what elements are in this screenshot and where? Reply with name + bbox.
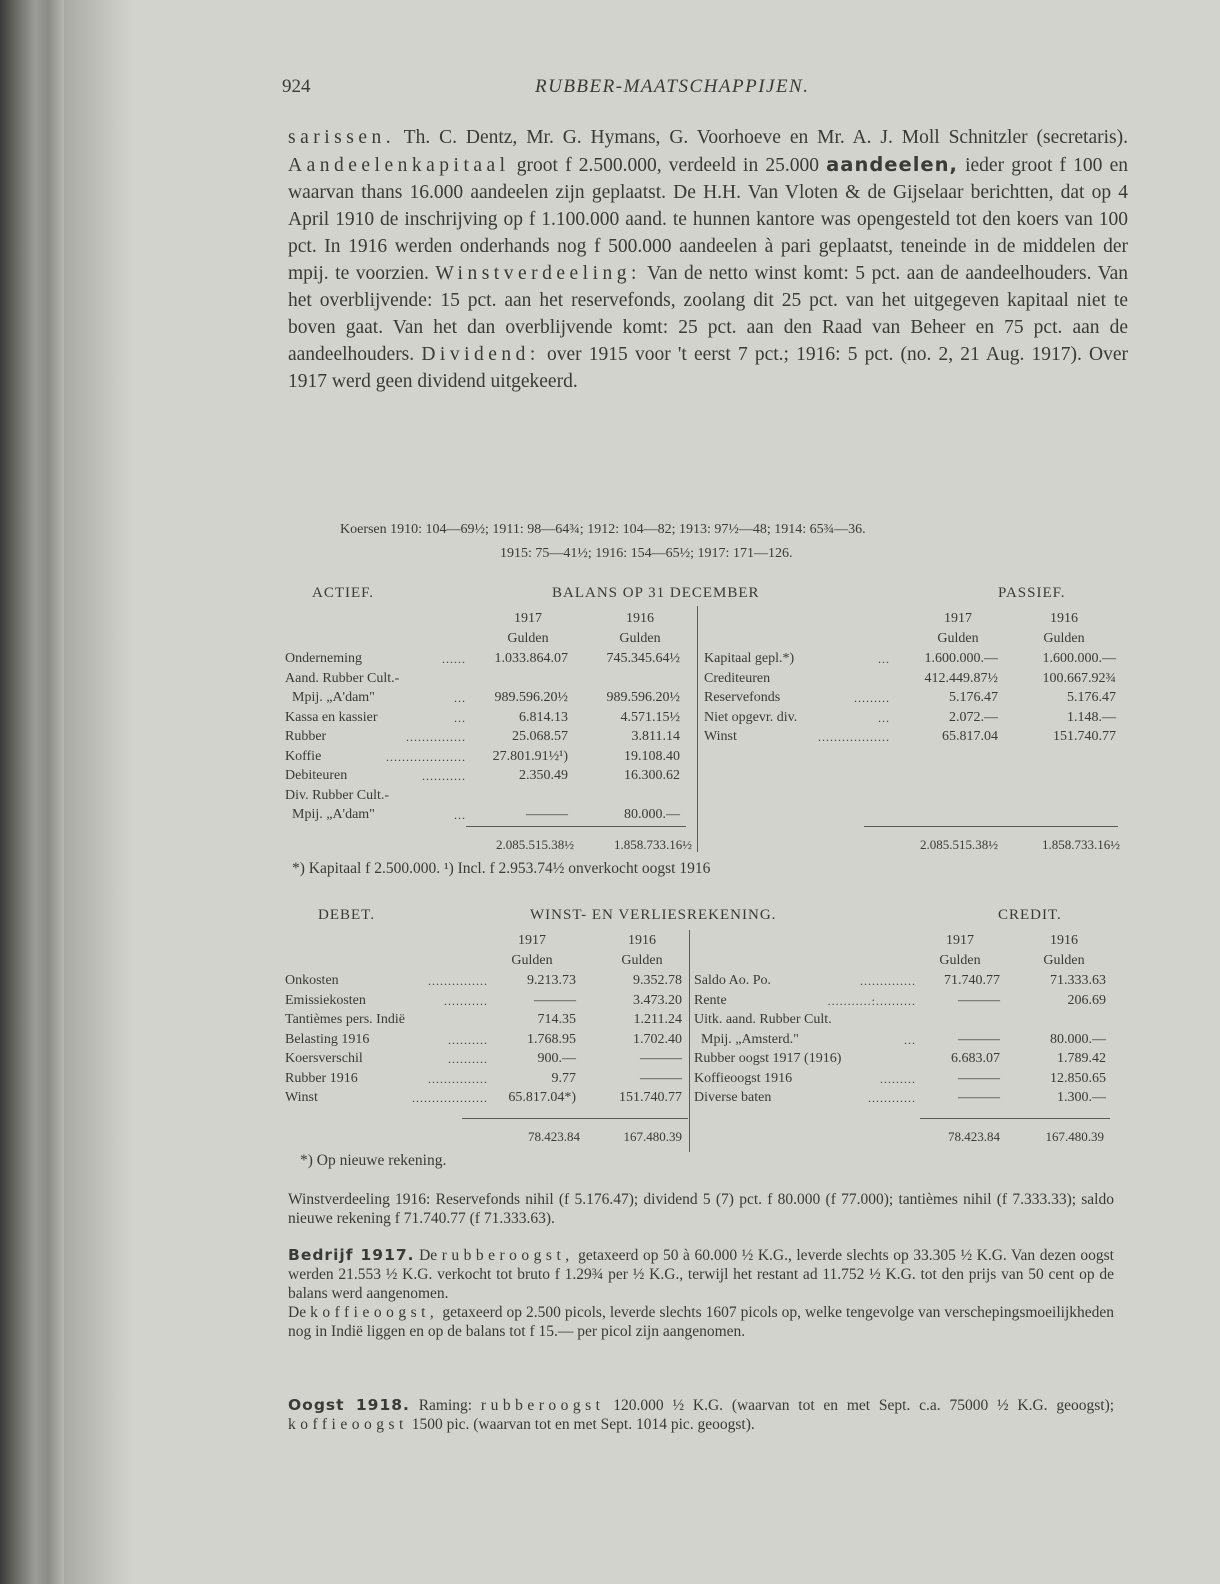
debet-total-1917: 78.423.84 [528, 1129, 580, 1144]
actief-row-dots: .................... [386, 749, 466, 764]
bedrijf-spaced-1: rubberoogst, [441, 1247, 574, 1264]
actief-row-dots: ........... [422, 769, 466, 783]
passief-row-label: Reservefonds [704, 690, 781, 705]
intro-shares: ieder groot f 100 en waarvan thans 16.000 aandeelen zijn geplaatst. De H.H. Van Vloten & de Gijselaar berichtten, dat op 4 April 1910 de inschrijving op f 1.100.000 aand. te hunnen kantore was opengesteld tot den koers van 100 pct. In 1916 werden onderhands nog f 500.000 aandeelen à pari geplaatst, teneinde in de middelen der mpij. te voorzien. [288, 155, 1128, 284]
actief-row-v1917: 6.814.13 [519, 709, 568, 725]
koersen-line-2: 1915: 75—41½; 1916: 154—65½; 1917: 171—126. [500, 546, 793, 561]
passief-row-label: Crediteuren [704, 670, 771, 686]
debet-row-dots: .......... [448, 1052, 488, 1066]
actief-row-v1916: 989.596.20½ [606, 690, 680, 705]
oogst-heading: Oogst 1918. [288, 1396, 410, 1414]
debet-year-1917: 1917 [518, 933, 546, 948]
actief-row-label: Onderneming [285, 651, 362, 666]
credit-row-label: Koffieoogst 1916 [694, 1070, 793, 1086]
bedrijf-spaced-2: koffieoogst, [310, 1304, 439, 1321]
actief-row-v1916: 745.345.64½ [606, 651, 680, 666]
debet-row-v1916: ——— [640, 1070, 682, 1086]
actief-year-1916: 1916 [626, 611, 654, 626]
intro-capital: groot f 2.500.000, verdeeld in 25.000 [516, 155, 819, 176]
credit-row-v1917: 71.740.77 [944, 973, 1000, 988]
credit-unit-1917: Gulden [939, 953, 981, 968]
debet-row-v1916: 1.211.24 [633, 1012, 682, 1027]
credit-total-rule [920, 1118, 1110, 1119]
debet-row-dots: ................... [412, 1091, 488, 1105]
debet-row-label: Emissiekosten [285, 992, 366, 1008]
actief-row-v1917: 25.068.57 [512, 729, 568, 744]
actief-row-dots: ... [454, 691, 466, 705]
passief-row-dots: ......... [854, 691, 890, 705]
passief-row-dots: .................. [818, 730, 890, 744]
passief-row-label: Kapitaal gepl.*) [704, 651, 795, 666]
actief-row-dots: ............... [406, 730, 466, 744]
pl-footnote: *) Op nieuwe rekening. [300, 1152, 447, 1169]
passief-row-label: Niet opgevr. div. [704, 709, 798, 725]
winstverdeeling-heading: Winstverdeeling: [435, 263, 641, 284]
oogst-text-3: 1500 pic. (waarvan tot en met Sept. 1014 pic. geoogst). [411, 1416, 755, 1433]
credit-row-dots: ...........:.......... [827, 993, 916, 1008]
debet-row-v1916: 9.352.78 [633, 973, 682, 988]
credit-row-label: Uitk. aand. Rubber Cult. [694, 1012, 832, 1027]
credit-year-1917: 1917 [946, 933, 974, 948]
debet-row-v1916: 151.740.77 [619, 1090, 682, 1105]
credit-row-v1916: 1.789.42 [1057, 1051, 1106, 1066]
passief-row-v1916: 1.600.000.— [1042, 651, 1116, 666]
credit-row-v1916: 80.000.— [1050, 1031, 1106, 1047]
actief-row-v1917: 2.350.49 [519, 768, 568, 783]
credit-row-v1916: 206.69 [1067, 992, 1106, 1008]
debet-unit-1916: Gulden [621, 953, 663, 968]
actief-row-label: Koffie [285, 748, 322, 764]
debet-row-v1917: 9.77 [551, 1070, 576, 1086]
credit-row-dots: ............ [868, 1091, 916, 1105]
credit-row-v1917: 6.683.07 [951, 1051, 1000, 1066]
debet-row-v1916: 3.473.20 [633, 992, 682, 1008]
passief-row-v1917: 2.072.— [949, 709, 998, 725]
oogst-1918 [288, 1396, 1114, 1434]
passief-row-dots: ... [878, 652, 890, 666]
credit-row-dots: ......... [880, 1071, 916, 1086]
dividend-text: over 1915 voor 't eerst 7 pct.; 1916: 5 pct. (no. 2, 21 Aug. 1917). Over 1917 werd geen dividend uitgekeerd. [288, 344, 1129, 392]
oogst-spaced-1: rubberoogst [480, 1397, 605, 1414]
passief-row-v1917: 1.600.000.— [924, 651, 998, 666]
running-title: RUBBER-MAATSCHAPPIJEN. [535, 76, 810, 97]
debet-row-label: Winst [285, 1090, 318, 1105]
actief-unit-1916: Gulden [619, 631, 661, 646]
actief-row-dots: ... [454, 808, 466, 822]
actief-row-label: Kassa en kassier [285, 709, 378, 725]
passief-unit-1917: Gulden [937, 631, 979, 646]
debet-total-rule [462, 1118, 688, 1119]
credit-row-v1917: ——— [958, 1070, 1000, 1086]
debet-row-label: Koersverschil [285, 1051, 363, 1066]
bedrijf-text-1: De [419, 1247, 438, 1264]
actief-row-v1916: 19.108.40 [624, 748, 680, 764]
actief-row-v1916: 80.000.— [624, 807, 680, 822]
credit-row-label: Diverse baten [694, 1090, 772, 1105]
credit-row-v1917: ——— [958, 1031, 1000, 1047]
credit-unit-1916: Gulden [1043, 953, 1085, 968]
winstverdeeling-text: Van de netto winst komt: 5 pct. aan de aandeelhouders. Van het overblijvende: 15 pct. aan het reservefonds, zoolang dit 25 pct. van het uitgegeven kapitaal niet te boven gaat. Van het dan overblijvende komt: 25 pct. aan den Raad van Beheer en 75 pct. aan de aandeelhouders. [288, 263, 1128, 365]
credit-row-v1916: 1.300.— [1057, 1090, 1106, 1105]
credit-row-label: Saldo Ao. Po. [694, 973, 772, 988]
winstverdeeling-text-1916: Winstverdeeling 1916: Reservefonds nihil (f 5.176.47); dividend 5 (7) pct. f 80.000 (f 77.000); tantièmes nihil (f 7.333.33); saldo nieuwe rekening f 71.740.77 (f 71.333.63). [288, 1191, 1114, 1227]
credit-row-v1917: ——— [958, 992, 1000, 1008]
credit-heading: CREDIT. [998, 907, 1062, 923]
credit-total-1916: 167.480.39 [1045, 1129, 1104, 1144]
debet-row-dots: ........... [444, 993, 488, 1008]
debet-row-v1917: ——— [534, 992, 576, 1008]
debet-total-1916: 167.480.39 [623, 1129, 682, 1144]
actief-row-v1917: 1.033.864.07 [494, 651, 568, 666]
debet-row-v1917: 900.— [537, 1051, 576, 1066]
actief-row-v1917: 27.801.91½¹) [492, 748, 568, 764]
oogst-text-1: Raming: [418, 1397, 473, 1414]
credit-row-v1917: ——— [958, 1090, 1000, 1105]
pl-heading: WINST- EN VERLIESREKENING. [530, 907, 777, 923]
balance-footnote: *) Kapitaal f 2.500.000. ¹) Incl. f 2.953.74½ onverkocht oogst 1916 [292, 860, 711, 877]
passief-year-1917: 1917 [944, 611, 972, 626]
credit-row-v1916: 12.850.65 [1050, 1070, 1106, 1086]
actief-row-label: Mpij. „A'dam" [285, 807, 375, 822]
debet-unit-1917: Gulden [511, 953, 553, 968]
debet-row-label: Tantièmes pers. Indië [285, 1012, 405, 1027]
passief-heading: PASSIEF. [998, 585, 1066, 601]
debet-row-dots: ............... [428, 974, 488, 988]
credit-row-label: Rente [694, 992, 727, 1008]
actief-unit-1917: Gulden [507, 631, 549, 646]
actief-row-label: Debiteuren [285, 768, 348, 783]
actief-row-label: Aand. Rubber Cult.- [285, 670, 400, 686]
debet-row-v1917: 1.768.95 [527, 1031, 576, 1047]
intro-bold-word: aandeelen, [826, 153, 958, 176]
actief-row-dots: ... [454, 710, 466, 725]
passief-total-1916: 1.858.733.16½ [1042, 837, 1120, 852]
credit-row-dots: ... [904, 1032, 916, 1047]
debet-row-v1917: 714.35 [537, 1012, 576, 1027]
bedrijf-text-3: De [288, 1304, 307, 1321]
debet-row-v1916: 1.702.40 [633, 1031, 682, 1047]
passief-row-v1916: 100.667.92¾ [1042, 670, 1116, 686]
credit-row-label: Mpij. „Amsterd." [694, 1031, 799, 1047]
actief-row-label: Mpij. „A'dam" [285, 690, 375, 705]
credit-total-1917: 78.423.84 [948, 1129, 1000, 1144]
page-number: 924 [282, 76, 311, 97]
intro-spaced-heading: Aandeelenkapitaal [288, 155, 510, 176]
winstverdeeling-1916 [288, 1190, 1114, 1228]
actief-total-1917: 2.085.515.38½ [496, 837, 574, 852]
passief-row-v1917: 5.176.47 [949, 690, 998, 705]
debet-heading: DEBET. [318, 907, 375, 923]
credit-row-label: Rubber oogst 1917 (1916) [694, 1051, 842, 1066]
passief-unit-1916: Gulden [1043, 631, 1085, 646]
dividend-heading: Dividend: [421, 344, 540, 365]
actief-row-dots: ...... [442, 652, 466, 666]
passief-row-v1916: 1.148.— [1067, 709, 1116, 725]
passief-row-dots: ... [878, 710, 890, 725]
passief-row-v1917: 412.449.87½ [924, 670, 998, 686]
passief-year-1916: 1916 [1050, 611, 1078, 626]
intro-directors: Th. C. Dentz, Mr. G. Hymans, G. Voorhoeve en Mr. A. J. Moll Schnitzler (secretaris). [403, 127, 1128, 148]
actief-row-v1916: 16.300.62 [624, 768, 680, 783]
bedrijf-1917 [288, 1246, 1114, 1341]
actief-year-1917: 1917 [514, 611, 542, 626]
credit-row-v1916: 71.333.63 [1050, 973, 1106, 988]
koersen-line-1: Koersen 1910: 104—69½; 1911: 98—64¾; 1912: 104—82; 1913: 97½—48; 1914: 65¾—36. [340, 522, 866, 537]
actief-row-v1916: 4.571.15½ [620, 709, 680, 725]
oogst-spaced-2: koffieoogst [288, 1416, 408, 1433]
debet-row-v1917: 9.213.73 [527, 973, 576, 988]
actief-row-label: Div. Rubber Cult.- [285, 787, 390, 803]
actief-heading: ACTIEF. [312, 585, 375, 601]
passief-row-label: Winst [704, 729, 737, 744]
passief-row-v1916: 5.176.47 [1067, 690, 1116, 705]
debet-row-v1916: ——— [640, 1051, 682, 1066]
debet-year-1916: 1916 [628, 933, 656, 948]
debet-row-v1917: 65.817.04*) [508, 1090, 576, 1105]
intro-fragment: sarissen. [288, 127, 396, 148]
passief-row-v1917: 65.817.04 [942, 729, 998, 744]
actief-row-v1917: 989.596.20½ [494, 690, 568, 705]
passief-total-1917: 2.085.515.38½ [920, 837, 998, 852]
debet-row-dots: ............... [428, 1071, 488, 1086]
debet-row-label: Rubber 1916 [285, 1070, 358, 1086]
bedrijf-heading: Bedrijf 1917. [288, 1246, 415, 1264]
actief-row-label: Rubber [285, 729, 327, 744]
credit-row-dots: .............. [860, 974, 916, 988]
pl-divider [689, 930, 690, 1152]
debet-row-label: Belasting 1916 [285, 1031, 370, 1047]
debet-row-dots: .......... [448, 1032, 488, 1047]
actief-total-1916: 1.858.733.16½ [614, 837, 692, 852]
debet-row-label: Onkosten [285, 973, 339, 988]
bedrijf-text-2: getaxeerd op 50 à 60.000 ½ K.G., leverde slechts op 33.305 ½ K.G. Van dezen oogst werden 21.553 ½ K.G. verkocht tot bruto f 1.29¾ per ½ K.G., terwijl het restant ad 11.752 ½ K.G. tot den prijs van 50 cent op de balans werd aangenomen. [288, 1247, 1114, 1302]
passief-row-v1916: 151.740.77 [1053, 729, 1116, 744]
bedrijf-text-4: getaxeerd op 2.500 picols, leverde slechts 1607 picols op, welke tengevolge van verschepingsmoeilijkheden nog in Indië liggen en op de balans tot f 15.— per picol zijn aangenomen. [288, 1304, 1115, 1340]
oogst-text-2: 120.000 ½ K.G. (waarvan tot en met Sept. c.a. 75000 ½ K.G. geoogst); [613, 1397, 1115, 1414]
actief-row-v1916: 3.811.14 [631, 729, 680, 744]
actief-row-v1917: ——— [526, 807, 568, 822]
balance-heading: BALANS OP 31 DECEMBER [552, 585, 760, 601]
credit-year-1916: 1916 [1050, 933, 1078, 948]
